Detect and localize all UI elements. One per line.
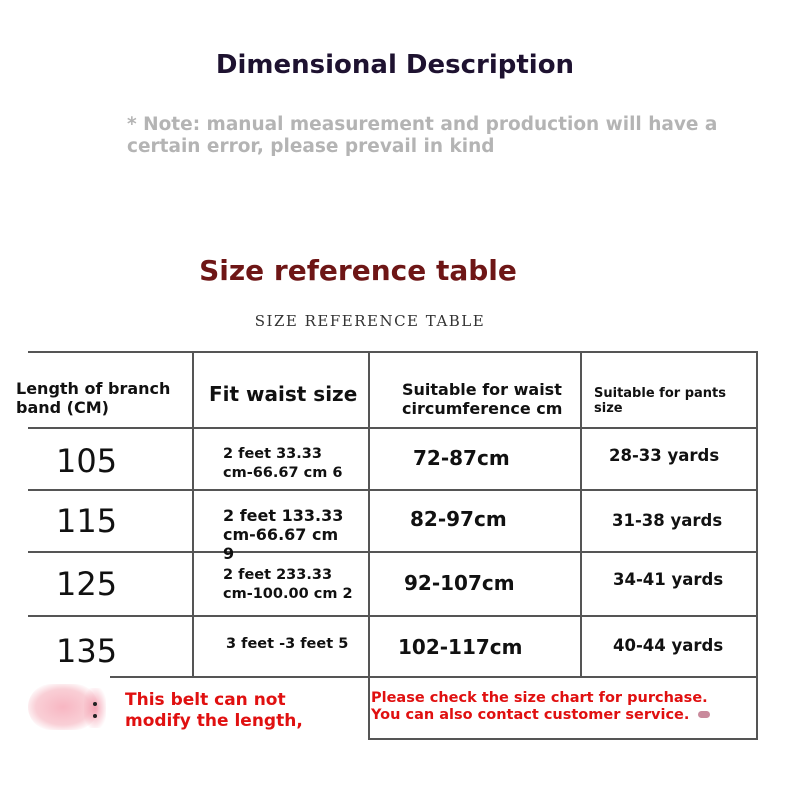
page-title: Dimensional Description [215,50,575,80]
size-table-heading: Size reference table [199,254,517,287]
bullet-dot [93,702,97,706]
table-cell-waist: 2 feet 33.33 cm-66.67 cm 6 [223,446,343,481]
table-rule [28,351,758,353]
table-cell-circumference: 72-87cm [413,446,510,470]
table-cell-pants: 31-38 yards [612,511,723,530]
table-cell-length: 105 [56,442,118,480]
table-cell-circumference: 92-107cm [404,571,515,595]
table-cell-pants: 34-41 yards [613,570,724,589]
table-rule [28,551,758,553]
table-cell-length: 125 [56,565,118,603]
table-rule [368,351,370,740]
footer-purchase-line-2: You can also contact customer service. [371,707,690,723]
measurement-note: * Note: manual measurement and production will have a certain error, please prevail in kind [127,114,718,157]
header-fit-waist: Fit waist size [209,382,358,406]
table-cell-pants: 40-44 yards [613,636,724,655]
table-cell-waist: 2 feet 233.33 cm-100.00 cm 2 [223,567,353,602]
table-cell-circumference: 102-117cm [398,635,523,659]
table-cell-waist: 2 feet 133.33 cm-66.67 cm 9 [223,506,344,563]
footer-purchase-line-1: Please check the size chart for purchase. [371,690,708,706]
table-cell-length: 115 [56,502,118,540]
table-rule [28,427,758,429]
table-cell-circumference: 82-97cm [410,507,507,531]
size-table-subheading: SIZE REFERENCE TABLE [254,312,486,330]
table-rule [28,489,758,491]
size-reference-table [0,350,790,740]
table-rule [110,676,758,678]
table-rule [28,615,758,617]
header-length: Length of branch band (CM) [16,379,171,417]
bullet-dot [93,714,97,718]
table-cell-pants: 28-33 yards [609,446,720,465]
table-rule [192,351,194,677]
table-rule [756,351,758,740]
header-circumference: Suitable for waist circumference cm [402,380,563,418]
table-cell-length: 135 [56,632,118,670]
footer-warning: This belt can not modify the length, [125,690,303,731]
header-pants-size: Suitable for pants size [594,386,726,416]
table-rule [368,738,758,740]
table-rule [580,351,582,677]
footer-purchase-note [371,690,708,724]
decorative-pink-blot [84,688,106,728]
table-cell-waist: 3 feet -3 feet 5 [226,636,349,652]
decorative-mark [698,711,710,718]
